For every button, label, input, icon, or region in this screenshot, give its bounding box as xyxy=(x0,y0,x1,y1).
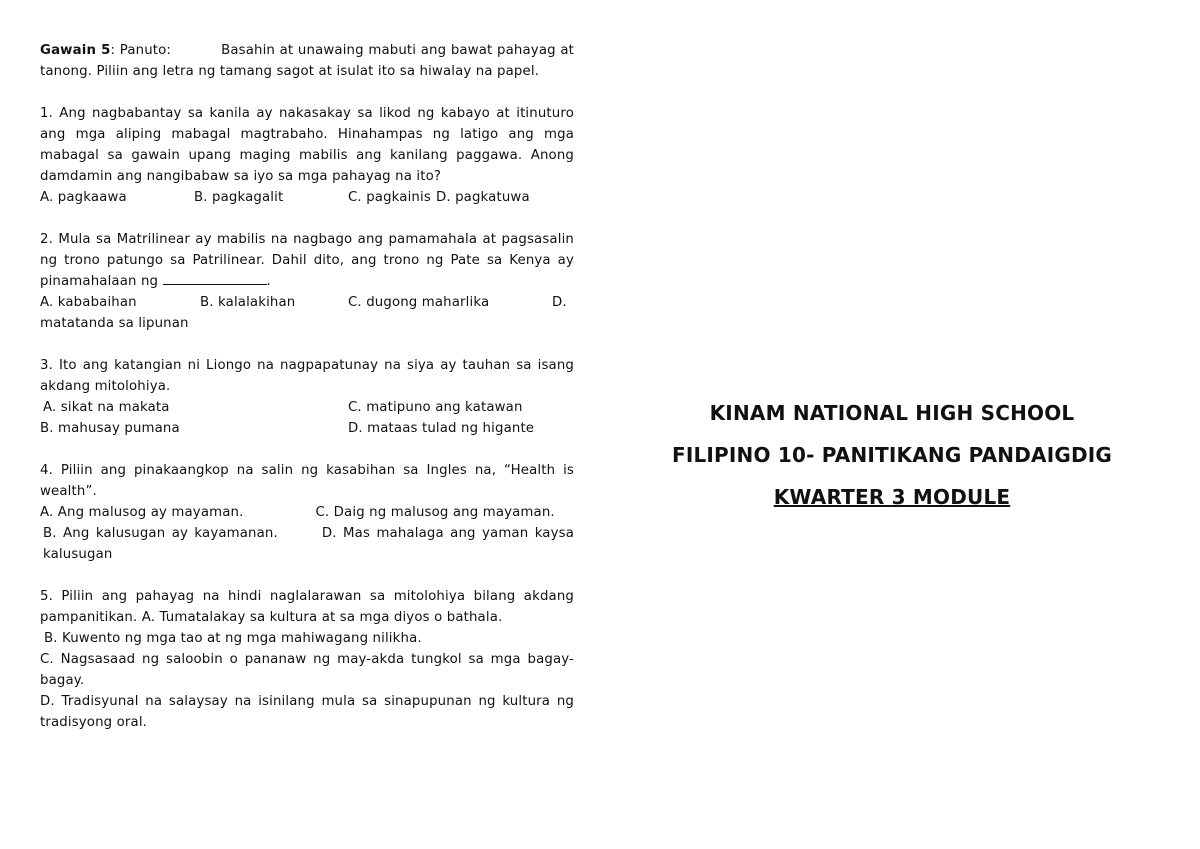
question-stem: 5. Piliin ang pahayag na hindi naglalarawan sa mitolohiya bilang akdang pampanitikan. A. Tumatalakay sa kultura at sa mga diyos o bathala. xyxy=(40,589,574,625)
choice-b: B. pagkagalit xyxy=(194,190,284,205)
choice-b: B. mahusay pumana xyxy=(40,421,180,436)
answer-blank xyxy=(163,272,267,285)
choices-grid xyxy=(40,397,574,439)
module-title: KWARTER 3 MODULE xyxy=(773,485,1011,509)
question-4 xyxy=(40,460,574,565)
question-stem: 1. Ang nagbabantay sa kanila ay nakasakay sa likod ng kabayo at itinuturo ang mga aliping mabagal magtrabaho. Hinahampas ng latigo ang mga mabagal sa gawain upang maging mabilis ang kanilang paggawa. Anong damdamin ang nangibabaw sa iyo sa mga pahayag na ito? xyxy=(40,106,574,184)
choices-row xyxy=(40,292,574,313)
instructions xyxy=(40,40,574,82)
school-name: KINAM NATIONAL HIGH SCHOOL xyxy=(709,401,1075,425)
choice-c: C. matipuno ang katawan xyxy=(348,400,523,415)
choice-a: A. Ang malusog ay mayaman. xyxy=(40,505,244,520)
choice-b: B. Kuwento ng mga tao at ng mga mahiwagang nilikha. xyxy=(44,631,422,646)
subject-title: FILIPINO 10- PANITIKANG PANDAIGDIG xyxy=(671,443,1113,467)
question-stem-end: . xyxy=(266,274,271,289)
activity-label: Gawain 5 xyxy=(40,43,111,58)
choice-d-continued: matatanda sa lipunan xyxy=(40,316,189,331)
choice-c: C. Nagsasaad ng saloobin o pananaw ng may-akda tungkol sa mga bagay-bagay. xyxy=(40,652,574,688)
question-stem-text: 2. Mula sa Matrilinear ay mabilis na nagbago ang pamamahala at pagsasalin ng trono patungo sa Patrilinear. Dahil dito, ang trono ng Pate sa Kenya ay pinamahalaan ng xyxy=(40,232,574,289)
choice-line-a-c xyxy=(40,502,574,523)
choice-c: C. pagkainis xyxy=(348,190,431,205)
choice-d: D. xyxy=(552,295,567,310)
question-2 xyxy=(40,229,574,334)
question-stem: 4. Piliin ang pinakaangkop na salin ng kasabihan sa Ingles na, “Health is wealth”. xyxy=(40,463,574,499)
instructions-text: Basahin at unawaing mabuti ang bawat pahayag at tanong. Piliin ang letra ng tamang sagot at isulat ito sa hiwalay na papel. xyxy=(40,43,574,79)
choice-a: A. sikat na makata xyxy=(43,400,170,415)
choice-d: D. pagkatuwa xyxy=(435,190,530,205)
question-3 xyxy=(40,355,574,439)
choice-b: B. kalalakihan xyxy=(200,295,296,310)
choice-b: B. Ang kalusugan ay kayamanan. xyxy=(43,526,278,541)
choice-c: C. Daig ng malusog ang mayaman. xyxy=(315,505,555,520)
choice-line-b-d xyxy=(40,523,574,565)
choice-d: D. mataas tulad ng higante xyxy=(348,421,535,436)
choice-d: D. Mas mahalaga ang yaman kaysa kalusugan xyxy=(43,526,575,562)
choices-row xyxy=(40,187,574,208)
activity-column xyxy=(40,40,574,733)
instructions-prefix: : Panuto: xyxy=(110,43,172,58)
question-5 xyxy=(40,586,574,733)
choice-d: D. Tradisyunal na salaysay na isinilang mula sa sinapupunan ng kultura ng tradisyong oral. xyxy=(40,694,574,730)
choice-a: A. pagkaawa xyxy=(40,190,127,205)
choice-a: A. kababaihan xyxy=(40,295,137,310)
choice-c: C. dugong maharlika xyxy=(348,295,490,310)
question-1 xyxy=(40,103,574,208)
question-stem: 3. Ito ang katangian ni Liongo na nagpapatunay na siya ay tauhan sa isang akdang mitolohiya. xyxy=(40,358,574,394)
question-stem xyxy=(40,229,574,292)
cover-panel xyxy=(592,392,1192,518)
